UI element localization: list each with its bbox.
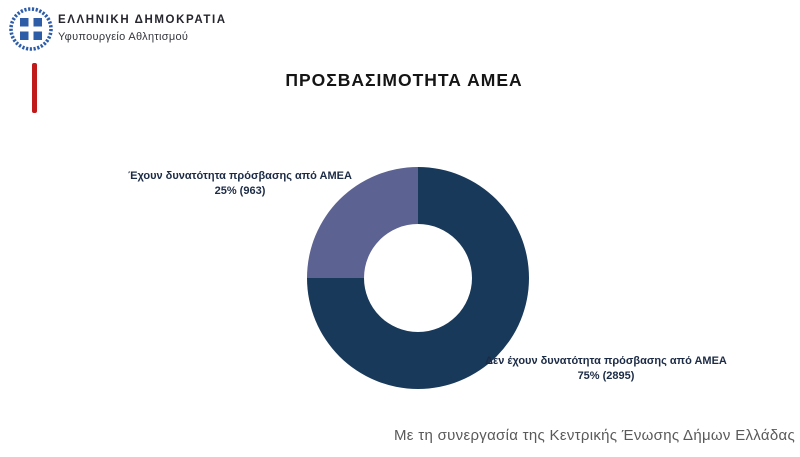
org-department: Υφυπουργείο Αθλητισμού <box>58 31 189 43</box>
header-org-block <box>58 14 227 43</box>
greek-republic-emblem-icon <box>8 6 54 52</box>
slice-label-access-text: Έχουν δυνατότητα πρόσβασης από ΑΜΕΑ <box>128 170 352 182</box>
slice-label-no-access <box>466 354 746 383</box>
credit-text: Με τη συνεργασία της Κεντρικής Ένωσης Δήμων Ελλάδας <box>394 427 795 444</box>
donut-hole <box>364 224 472 332</box>
slice-label-no-access-text: Δεν έχουν δυνατότητα πρόσβασης από ΑΜΕΑ <box>485 355 727 367</box>
chart-title: ΠΡΟΣΒΑΣΙΜΟΤΗΤΑ ΑΜΕΑ <box>285 70 523 90</box>
slice-label-access <box>100 169 380 198</box>
slice-label-access-value: 25% (963) <box>214 184 266 197</box>
slice-label-no-access-value: 75% (2895) <box>577 369 635 382</box>
org-name: ΕΛΛΗΝΙΚΗ ΔΗΜΟΚΡΑΤΙΑ <box>58 14 227 26</box>
